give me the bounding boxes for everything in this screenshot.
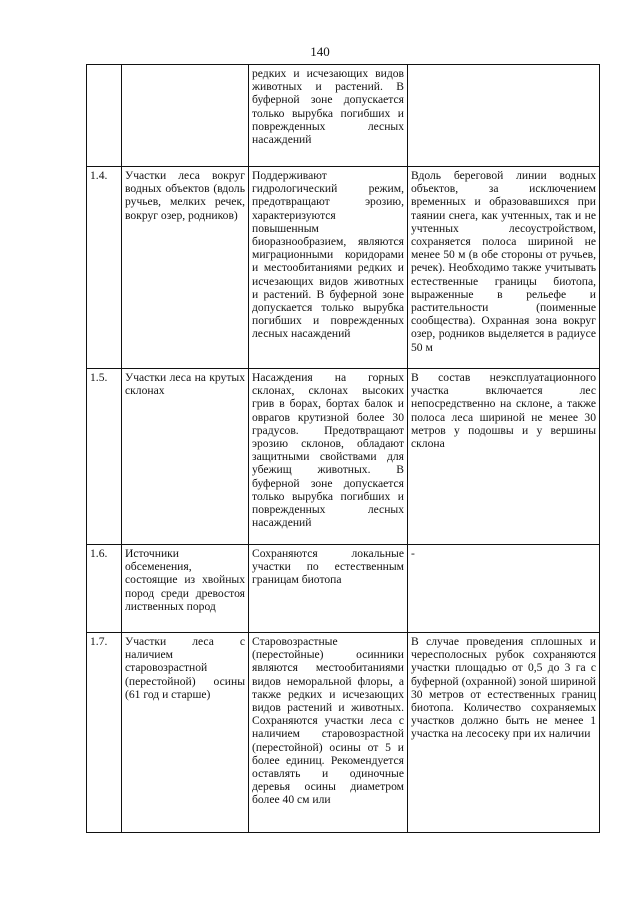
object-cell: Участки леса на крутых склонах <box>122 369 249 545</box>
table-row <box>87 633 600 833</box>
description-cell: редких и исчезающих видов животных и растений. В буферной зоне допускается только вырубка погибших и поврежденных лесных насаждений <box>249 65 408 167</box>
document-table <box>86 64 600 833</box>
table-row <box>87 167 600 369</box>
description-cell: Сохраняются локальные участки по естественным границам биотопа <box>249 545 408 633</box>
page-number: 140 <box>310 44 330 59</box>
row-number: 1.4. <box>87 167 122 369</box>
row-number: 1.6. <box>87 545 122 633</box>
row-number: 1.5. <box>87 369 122 545</box>
table-row <box>87 545 600 633</box>
description-cell: Поддерживают гидрологический режим, предотвращают эрозию, характеризуются повышенным биоразнообразием, являются миграционными коридорами и местообитаниями редких и исчезающих видов животных и растений. В буферной зоне допускается только вырубка погибших и поврежденных лесных насаждений <box>249 167 408 369</box>
notes-cell: - <box>408 545 600 633</box>
description-cell: Насаждения на горных склонах, склонах высоких грив в борах, бортах балок и оврагов крутизной более 30 градусов. Предотвращают эрозию склонов, обладают защитными свойствами для убежищ животных. В буферной зоне допускается только вырубка погибших и поврежденных лесных насаждений <box>249 369 408 545</box>
notes-cell: Вдоль береговой линии водных объектов, за исключением временных и образовавшихся при таянии снега, как учтенных, так и не учтенных лесоустройством, сохраняется полоса шириной не менее 50 м (в обе стороны от ручьев, речек). Необходимо также учитывать естественные границы биотопа, выраженные в рельефе и растительности (поименные сообщества). Охранная зона вокруг озер, родников выделяется в радиусе 50 м <box>408 167 600 369</box>
table-row <box>87 65 600 167</box>
row-number <box>87 65 122 167</box>
notes-cell: В случае проведения сплошных и чересполосных рубок сохраняются участки площадью от 0,5 до 3 га с буферной (охранной) зоной шириной 30 метров от естественных границ биотопа. Количество сохраняемых участков должно быть не менее 1 участка на лесосеку при их наличии <box>408 633 600 833</box>
description-cell: Старовозрастные (перестойные) осинники являются местообитаниями видов неморальной флоры, а также редких и исчезающих видов растений и животных. Сохраняются участки леса с наличием старовозрастной (перестойной) осины от 5 и более единиц. Рекомендуется оставлять и одиночные деревья осины диаметром более 40 см или <box>249 633 408 833</box>
object-cell: Участки леса вокруг водных объектов (вдоль ручьев, мелких речек, вокруг озер, родников) <box>122 167 249 369</box>
object-cell <box>122 65 249 167</box>
object-cell: Участки леса с наличием старовозрастной (перестойной) осины (61 год и старше) <box>122 633 249 833</box>
notes-cell: В состав неэксплуатационного участка включается лес непосредственно на склоне, а также полоса леса шириной не менее 30 метров у подошвы и у вершины склона <box>408 369 600 545</box>
object-cell: Источники обсеменения, состоящие из хвойных пород среди древостоя лиственных пород <box>122 545 249 633</box>
row-number: 1.7. <box>87 633 122 833</box>
table-row <box>87 369 600 545</box>
notes-cell <box>408 65 600 167</box>
